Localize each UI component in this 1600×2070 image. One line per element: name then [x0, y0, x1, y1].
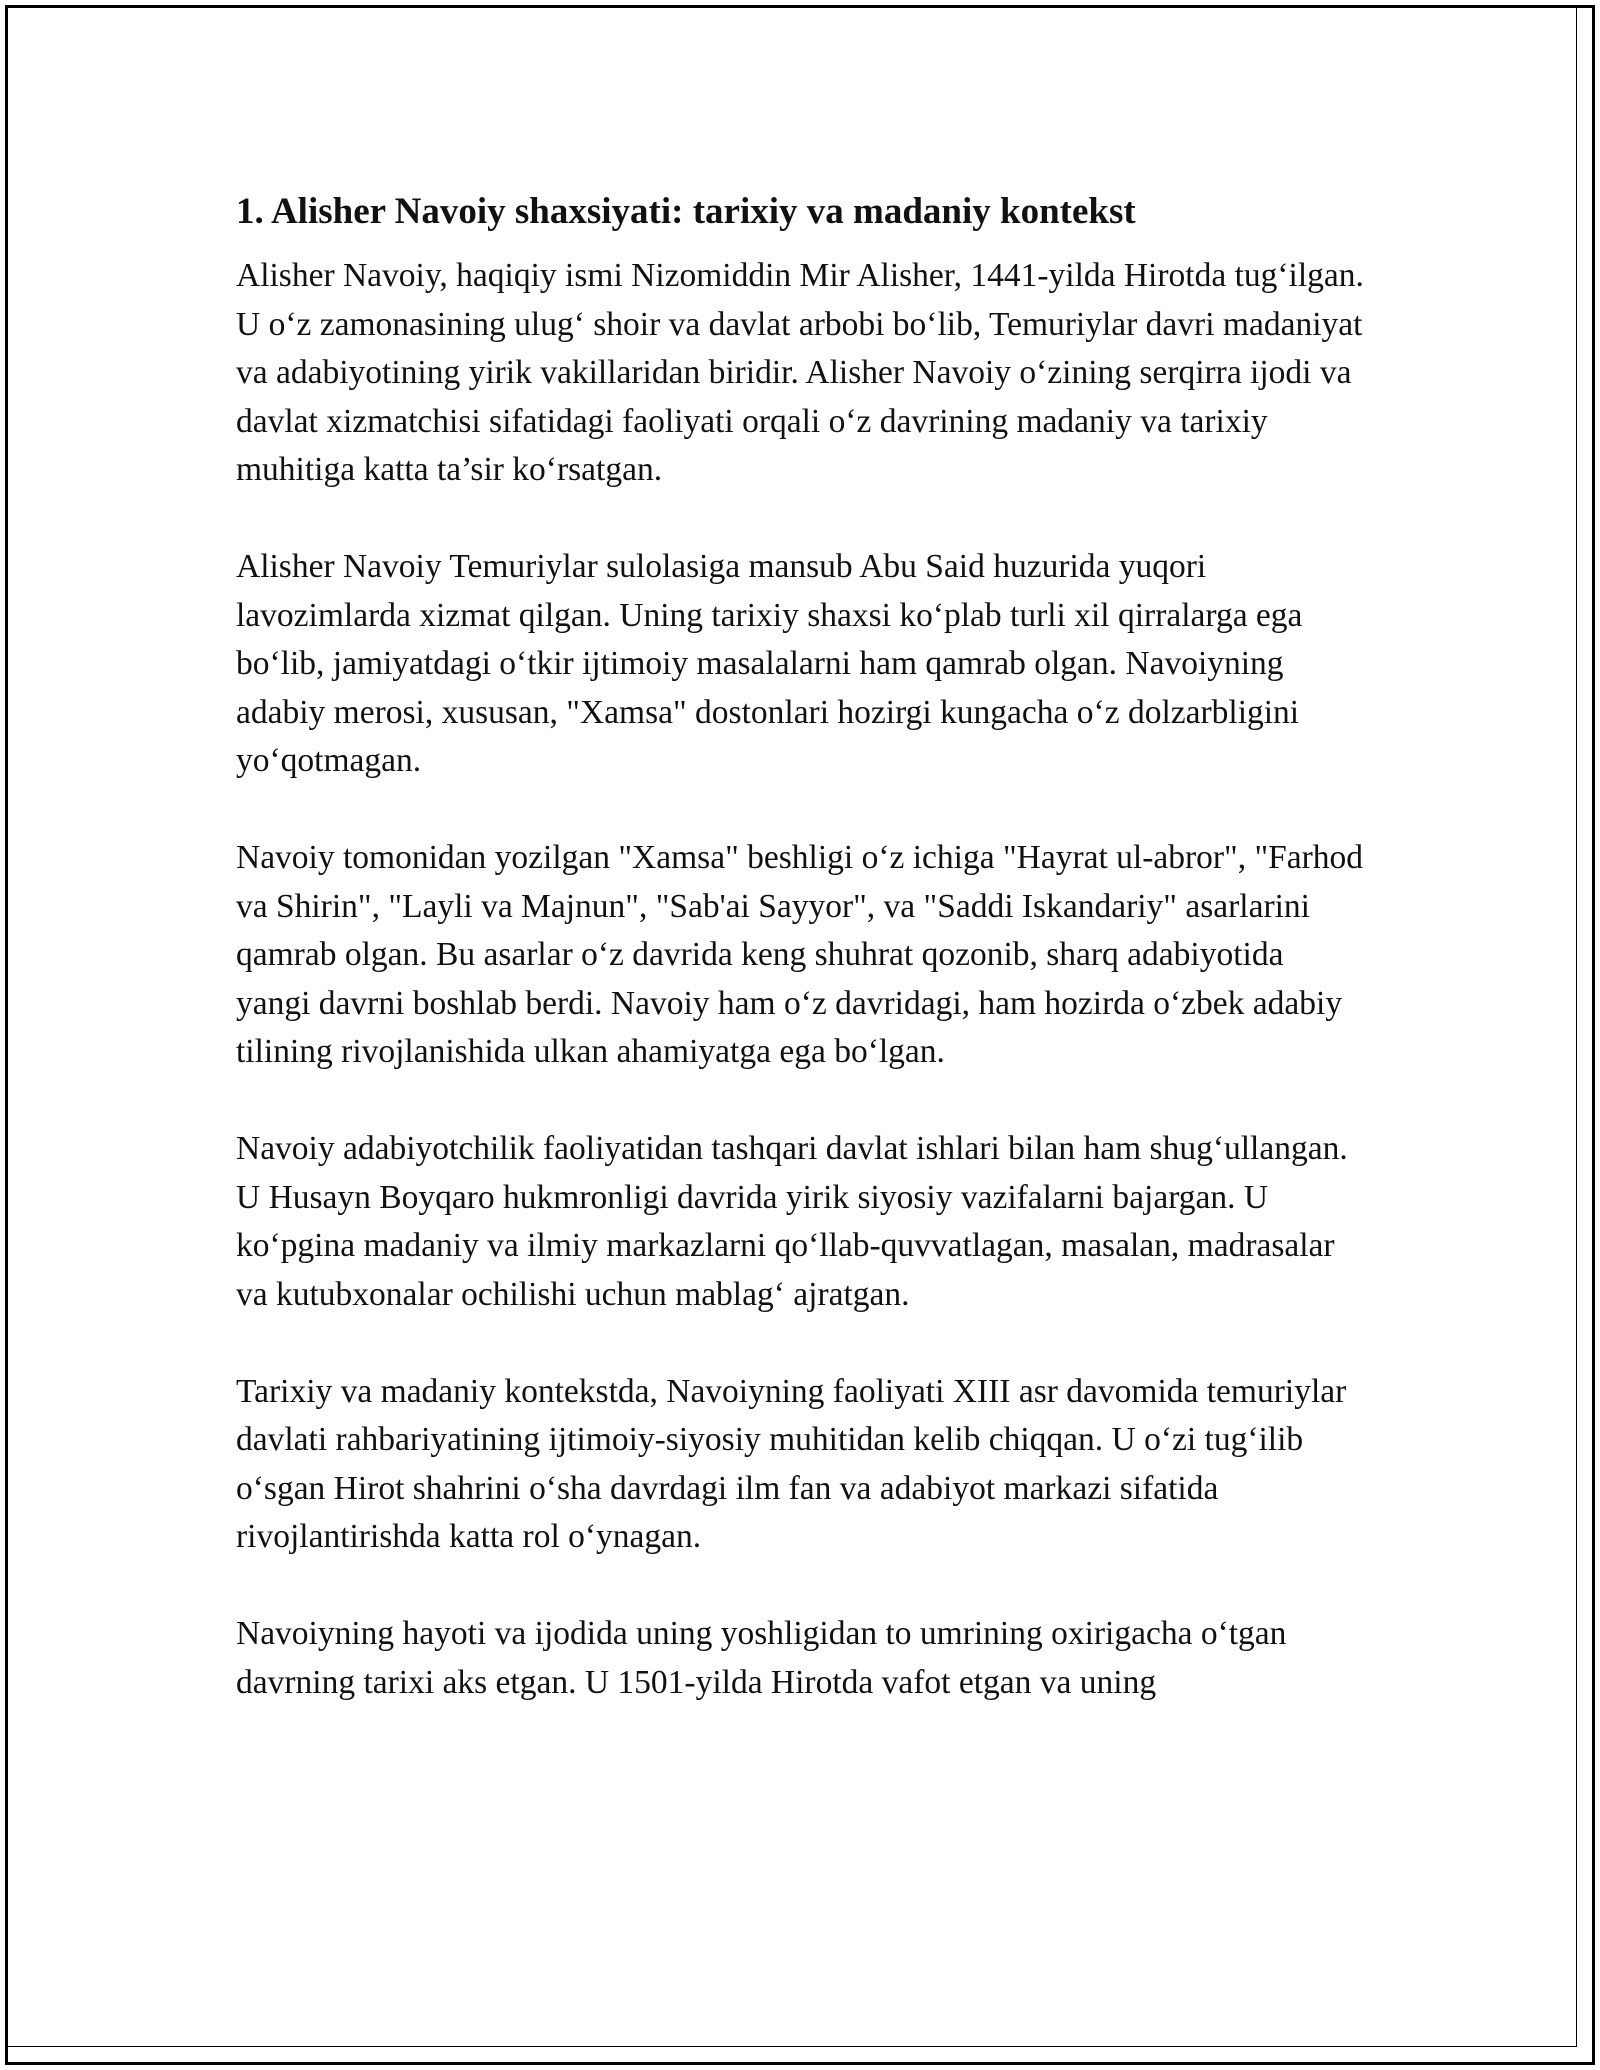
paragraph-1: Alisher Navoiy, haqiqiy ismi Nizomiddin Mir Alisher, 1441-yilda Hirotda tug‘ilgan. U o‘z zamonasining ulug‘ shoir va davlat arbobi bo‘lib, Temuriylar davri madaniyat va adabiyotining yirik vakillaridan biridir. Alisher Navoiy o‘zining serqirra ijodi va davlat xizmatchisi sifatidagi faoliyati orqali o‘z davrining madaniy va tarixiy muhitiga katta ta’sir ko‘rsatgan.: [236, 257, 1364, 488]
paragraph-5: Tarixiy va madaniy kontekstda, Navoiyning faoliyati XIII asr davomida temuriylar davlati rahbariyatining ijtimoiy-siyosiy muhitidan kelib chiqqan. U o‘zi tug‘ilib o‘sgan Hirot shahrini o‘sha davrdagi ilm fan va adabiyot markazi sifatida rivojlantirishda katta rol o‘ynagan.: [236, 1372, 1347, 1555]
section-heading: 1. Alisher Navoiy shaxsiyati: tarixiy va madaniy kontekst: [236, 191, 1136, 232]
paragraph-4: Navoiy adabiyotchilik faoliyatidan tashqari davlat ishlari bilan ham shug‘ullangan. U Husayn Boyqaro hukmronligi davrida yirik siyosiy vazifalarni bajargan. U ko‘pgina madaniy va ilmiy markazlarni qo‘llab-quvvatlagan, masalan, madrasalar va kutubxonalar ochilishi uchun mablag‘ ajratgan.: [236, 1130, 1348, 1313]
paragraph-2: Alisher Navoiy Temuriylar sulolasiga mansub Abu Said huzurida yuqori lavozimlarda xizmat qilgan. Uning tarixiy shaxsi ko‘plab turli xil qirralarga ega bo‘lib, jamiyatdagi o‘tkir ijtimoiy masalalarni ham qamrab olgan. Navoiyning adabiy merosi, xususan, "Xamsa" dostonlari hozirgi kungacha o‘z dolzarbligini yo‘qotmagan.: [236, 548, 1303, 779]
paragraph-6: Navoiyning hayoti va ijodida uning yoshligidan to umrining oxirigacha o‘tgan davrning tarixi aks etgan. U 1501-yilda Hirotda vafot etgan va uning: [236, 1615, 1287, 1701]
paragraph-3: Navoiy tomonidan yozilgan "Xamsa" beshligi o‘z ichiga "Hayrat ul-abror", "Farhod va Shirin", "Layli va Majnun", "Sab'ai Sayyor", va "Saddi Iskandariy" asarlarini qamrab olgan. Bu asarlar o‘z davrida keng shuhrat qozonib, sharq adabiyotida yangi davrni boshlab berdi. Navoiy ham o‘z davridagi, ham hozirda o‘zbek adabiy tilining rivojlanishida ulkan ahamiyatga ega bo‘lgan.: [236, 839, 1364, 1070]
document-body: [236, 188, 1366, 1756]
